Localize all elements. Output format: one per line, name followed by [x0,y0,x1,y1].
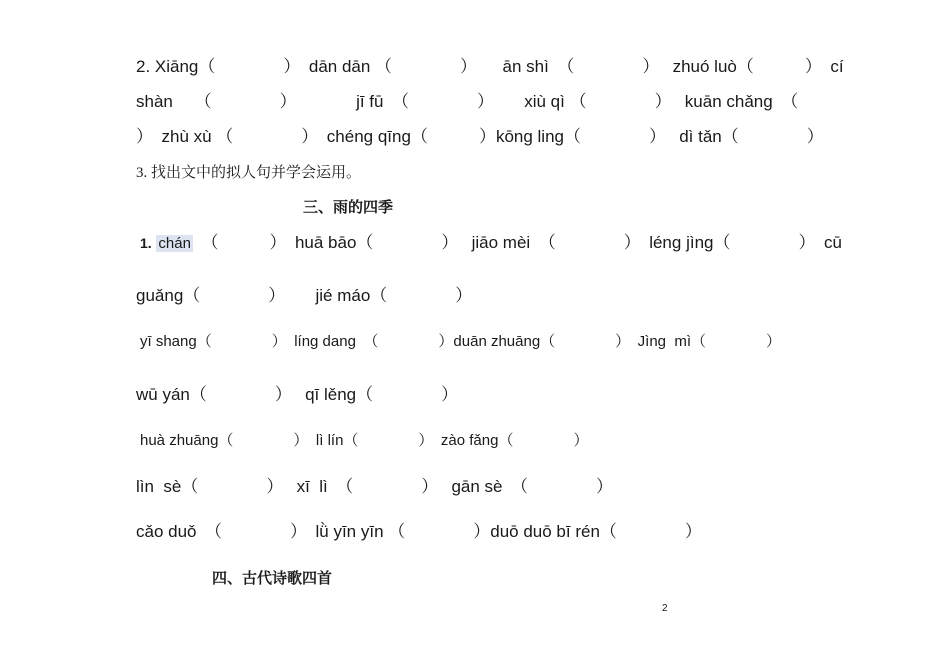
pinyin-line-9: wū yán（ ） qī lěng（ ） [136,385,459,404]
highlighted-word: chán [158,235,191,252]
pinyin-line-12: cǎo duǒ （ ） lǜ yīn yīn （ ）duō duō bī rén（ ） [136,522,702,541]
section-heading-3: 三、雨的四季 [303,199,394,216]
item-number: 1. [140,235,152,251]
pinyin-line-3: ） zhù xù （ ） chéng qīng（ ）kōng ling（ ） dì tǎn（ ） [136,127,824,146]
pinyin-line-8: yī shang（ ） líng dang （ ）duān zhuāng（ ） Jìng mì（ ） [140,333,782,350]
pinyin-line-1: 2. Xiāng（ ） dān dān （ ） ān shì （ ） zhuó luò（ ） cí [136,57,844,76]
pinyin-line-7: guǎng（ ） jié máo（ ） [136,286,473,305]
pinyin-line-2: shàn （ ） jī fū （ ） xiù qì （ ） kuān chǎng （ [136,92,799,111]
pinyin-line-6-rest: （ ） huā bāo（ ） jiāo mèi （ ） léng jìng（ ） cū [192,233,842,252]
section-heading-4: 四、古代诗歌四首 [212,570,333,587]
pinyin-line-6 [140,233,842,254]
pinyin-line-11: lìn sè（ ） xī lì （ ） gān sè （ ） [136,477,614,496]
page-number: 2 [662,603,668,614]
exercise-3-instruction: 3. 找出文中的拟人句并学会运用。 [136,165,362,181]
pinyin-line-10: huà zhuāng（ ） lì lín（ ） zào fǎng（ ） [140,432,589,449]
